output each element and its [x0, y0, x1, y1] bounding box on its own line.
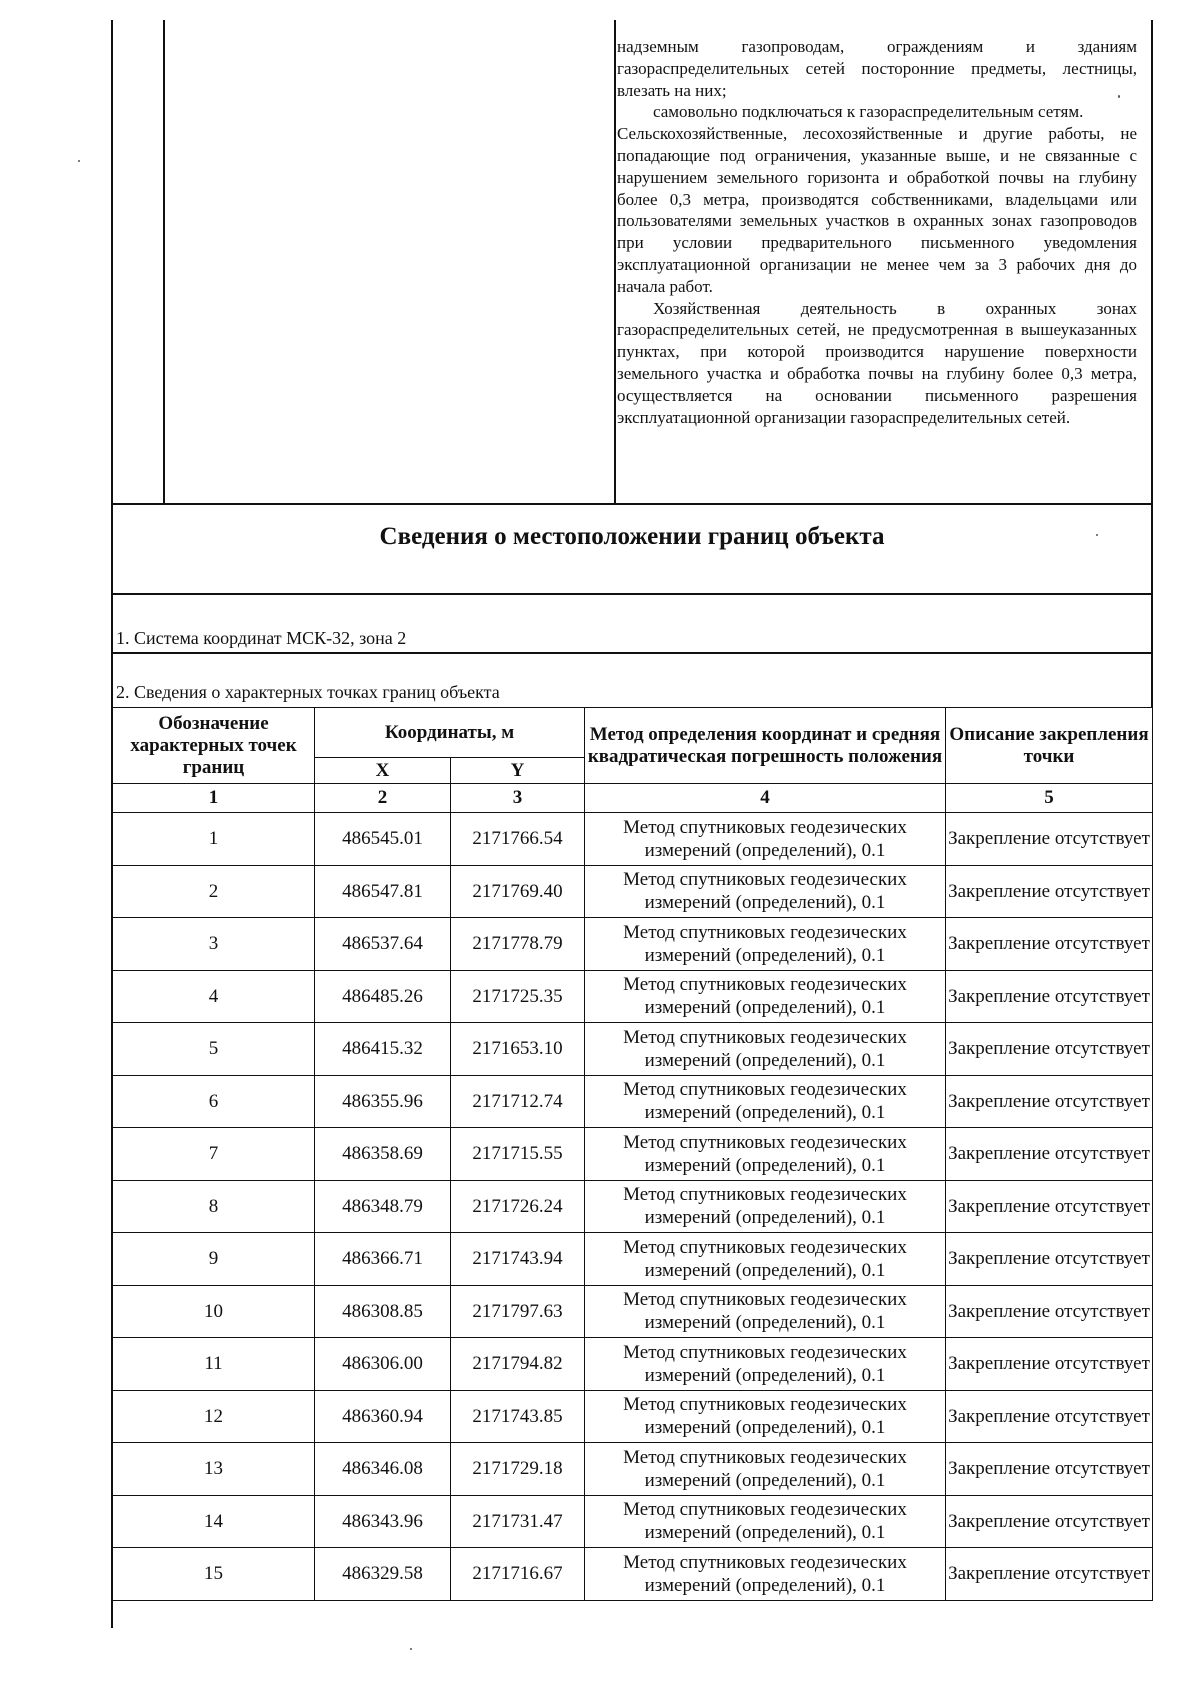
y-coordinate-cell: 2171769.40 [451, 865, 585, 918]
fixation-description-cell: Закрепление отсутствует [946, 1338, 1153, 1391]
table-row [113, 1443, 1153, 1496]
x-coordinate-cell: 486537.64 [315, 918, 451, 971]
fixation-description-cell: Закрепление отсутствует [946, 918, 1153, 971]
y-coordinate-cell: 2171716.67 [451, 1548, 585, 1601]
table-row [113, 1390, 1153, 1443]
top-paragraph-3: Сельскохозяйственные, лесохозяйственные и другие работы, не попадающие под ограничения, указанные выше, и не связанные с нарушением земельного горизонта и обработкой почвы на глубину более 0,3 метра, производятся собственниками, владельцами или пользователями земельных участков в охранных зонах газопроводов при условии предварительного письменного уведомления эксплуатационной организации не менее чем за 3 рабочих дня до начала работ. [617, 124, 1137, 296]
y-coordinate-cell: 2171653.10 [451, 1023, 585, 1076]
points-label: 2. Сведения о характерных точках границ объекта [116, 682, 500, 702]
col-number: 3 [451, 784, 585, 813]
fixation-description-cell: Закрепление отсутствует [946, 1390, 1153, 1443]
top-paragraph-1: надземным газопроводам, ограждениям и зданиям газораспределительных сетей посторонние предметы, лестницы, влезать на них; [617, 37, 1137, 100]
x-coordinate-cell: 486346.08 [315, 1443, 451, 1496]
coord-row-bottom-line [111, 652, 1153, 654]
table-row [113, 970, 1153, 1023]
method-cell: Метод спутниковых геодезических измерений (определений), 0.1 [585, 1443, 946, 1496]
point-number-cell: 7 [113, 1128, 315, 1181]
x-coordinate-cell: 486329.58 [315, 1548, 451, 1601]
point-number-cell: 15 [113, 1548, 315, 1601]
y-coordinate-cell: 2171794.82 [451, 1338, 585, 1391]
method-cell: Метод спутниковых геодезических измерений (определений), 0.1 [585, 1233, 946, 1286]
method-cell: Метод спутниковых геодезических измерений (определений), 0.1 [585, 1285, 946, 1338]
fixation-description-cell: Закрепление отсутствует [946, 1023, 1153, 1076]
x-coordinate-cell: 486415.32 [315, 1023, 451, 1076]
method-cell: Метод спутниковых геодезических измерений (определений), 0.1 [585, 1128, 946, 1181]
y-coordinate-cell: 2171729.18 [451, 1443, 585, 1496]
y-coordinate-cell: 2171726.24 [451, 1180, 585, 1233]
method-cell: Метод спутниковых геодезических измерений (определений), 0.1 [585, 1338, 946, 1391]
fixation-description-cell: Закрепление отсутствует [946, 813, 1153, 866]
method-cell: Метод спутниковых геодезических измерений (определений), 0.1 [585, 1390, 946, 1443]
section-title: Сведения о местоположении границ объекта [379, 523, 885, 550]
fixation-description-cell: Закрепление отсутствует [946, 970, 1153, 1023]
y-coordinate-cell: 2171743.94 [451, 1233, 585, 1286]
y-coordinate-cell: 2171715.55 [451, 1128, 585, 1181]
y-coordinate-cell: 2171766.54 [451, 813, 585, 866]
top-text-block [617, 36, 1137, 428]
point-number-cell: 1 [113, 813, 315, 866]
header-description: Описание закрепления точки [946, 708, 1153, 784]
method-cell: Метод спутниковых геодезических измерений (определений), 0.1 [585, 918, 946, 971]
fixation-description-cell: Закрепление отсутствует [946, 1180, 1153, 1233]
table-row [113, 1285, 1153, 1338]
col-number: 5 [946, 784, 1153, 813]
y-coordinate-cell: 2171725.35 [451, 970, 585, 1023]
point-number-cell: 3 [113, 918, 315, 971]
inner-column-line [163, 20, 165, 504]
table-row [113, 1548, 1153, 1601]
fixation-description-cell: Закрепление отсутствует [946, 1233, 1153, 1286]
table-row [113, 1128, 1153, 1181]
col-number: 4 [585, 784, 946, 813]
upper-table-bottom-line [111, 503, 1153, 505]
x-coordinate-cell: 486343.96 [315, 1495, 451, 1548]
scan-speck [1096, 534, 1098, 536]
top-paragraph-2: самовольно подключаться к газораспределительным сетям. [653, 102, 1084, 122]
x-coordinate-cell: 486485.26 [315, 970, 451, 1023]
table-row [113, 918, 1153, 971]
text-column-line [614, 20, 616, 504]
table-row [113, 1180, 1153, 1233]
method-cell: Метод спутниковых геодезических измерений (определений), 0.1 [585, 1180, 946, 1233]
x-coordinate-cell: 486348.79 [315, 1180, 451, 1233]
x-coordinate-cell: 486308.85 [315, 1285, 451, 1338]
x-coordinate-cell: 486547.81 [315, 865, 451, 918]
method-cell: Метод спутниковых геодезических измерений (определений), 0.1 [585, 1075, 946, 1128]
method-cell: Метод спутниковых геодезических измерений (определений), 0.1 [585, 1023, 946, 1076]
point-number-cell: 14 [113, 1495, 315, 1548]
method-cell: Метод спутниковых геодезических измерений (определений), 0.1 [585, 1495, 946, 1548]
fixation-description-cell: Закрепление отсутствует [946, 1443, 1153, 1496]
header-point-designation: Обозначение характерных точек границ [113, 708, 315, 784]
boundary-points-table [112, 707, 1153, 1601]
y-coordinate-cell: 2171778.79 [451, 918, 585, 971]
method-cell: Метод спутниковых геодезических измерений (определений), 0.1 [585, 970, 946, 1023]
y-coordinate-cell: 2171797.63 [451, 1285, 585, 1338]
right-border [1151, 20, 1153, 707]
fixation-description-cell: Закрепление отсутствует [946, 1075, 1153, 1128]
point-number-cell: 9 [113, 1233, 315, 1286]
header-y: Y [451, 758, 585, 784]
y-coordinate-cell: 2171743.85 [451, 1390, 585, 1443]
header-method: Метод определения координат и средняя квадратическая погрешность положения [585, 708, 946, 784]
point-number-cell: 2 [113, 865, 315, 918]
fixation-description-cell: Закрепление отсутствует [946, 1285, 1153, 1338]
x-coordinate-cell: 486306.00 [315, 1338, 451, 1391]
point-number-cell: 5 [113, 1023, 315, 1076]
header-x: X [315, 758, 451, 784]
scan-speck [78, 160, 80, 162]
table-row [113, 1233, 1153, 1286]
method-cell: Метод спутниковых геодезических измерений (определений), 0.1 [585, 813, 946, 866]
point-number-cell: 13 [113, 1443, 315, 1496]
header-coordinates: Координаты, м [315, 708, 585, 758]
fixation-description-cell: Закрепление отсутствует [946, 1495, 1153, 1548]
y-coordinate-cell: 2171731.47 [451, 1495, 585, 1548]
method-cell: Метод спутниковых геодезических измерений (определений), 0.1 [585, 865, 946, 918]
x-coordinate-cell: 486545.01 [315, 813, 451, 866]
coord-system-label: 1. Система координат МСК-32, зона 2 [116, 628, 407, 648]
title-row-bottom-line [111, 593, 1153, 595]
point-number-cell: 6 [113, 1075, 315, 1128]
x-coordinate-cell: 486360.94 [315, 1390, 451, 1443]
x-coordinate-cell: 486366.71 [315, 1233, 451, 1286]
table-row [113, 865, 1153, 918]
fixation-description-cell: Закрепление отсутствует [946, 865, 1153, 918]
x-coordinate-cell: 486355.96 [315, 1075, 451, 1128]
y-coordinate-cell: 2171712.74 [451, 1075, 585, 1128]
point-number-cell: 10 [113, 1285, 315, 1338]
method-cell: Метод спутниковых геодезических измерений (определений), 0.1 [585, 1548, 946, 1601]
point-number-cell: 11 [113, 1338, 315, 1391]
x-coordinate-cell: 486358.69 [315, 1128, 451, 1181]
fixation-description-cell: Закрепление отсутствует [946, 1128, 1153, 1181]
point-number-cell: 12 [113, 1390, 315, 1443]
fixation-description-cell: Закрепление отсутствует [946, 1548, 1153, 1601]
point-number-cell: 4 [113, 970, 315, 1023]
table-row [113, 1075, 1153, 1128]
table-row [113, 1023, 1153, 1076]
col-number: 1 [113, 784, 315, 813]
table-row [113, 1495, 1153, 1548]
top-paragraph-4: Хозяйственная деятельность в охранных зонах газораспределительных сетей, не предусмотренная в вышеуказанных пунктах, при которой производится нарушение поверхности земельного участка и обработка почвы на глубину более 0,3 метра, осуществляется на основании письменного разрешения эксплуатационной организации газораспределительных сетей. [617, 298, 1137, 427]
scan-speck [1118, 95, 1120, 98]
table-row [113, 813, 1153, 866]
scan-speck [410, 1648, 412, 1650]
table-row [113, 1338, 1153, 1391]
point-number-cell: 8 [113, 1180, 315, 1233]
col-number: 2 [315, 784, 451, 813]
